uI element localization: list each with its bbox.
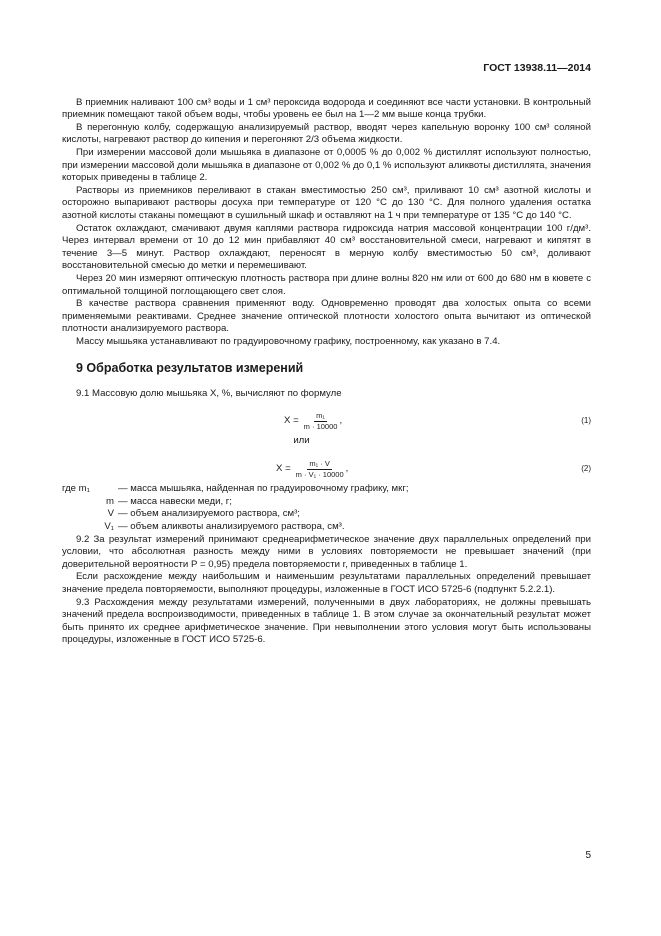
definition-text: — объем анализируемого раствора, см³; [118,508,300,520]
definition-text: — объем аликвоты анализируемого раствора, см³. [118,521,345,533]
formula-1-number: (1) [581,415,591,425]
formula-1-tail: , [339,414,343,426]
formula-2-tail: , [345,463,349,475]
formula-2-numerator: m₁ · V [309,459,330,469]
paragraph: Массу мышьяка устанавливают по градуировочному графику, построенному, как указано в 7.4. [76,335,501,347]
formula-2-lhs: X = [276,463,291,475]
page-number: 5 [585,850,591,861]
variable-definitions [62,483,591,533]
section-heading: 9 Обработка результатов измерений [76,361,304,376]
definition-row [62,483,591,496]
definition-row [62,508,591,521]
definition-symbol: V [107,508,114,520]
paragraph-9-2: 9.2 За результат измерений принимают среднеарифметическое значение двух параллельных определений при условии, что абсолютная разность между ними в условиях повторяемости не превышает значений (при доверительной вероятности Р = 0,95) предела повторяемости r, приведенных в таблице 1. [62,533,591,570]
formula-2-fraction [294,459,346,480]
definition-text: — масса мышьяка, найденная по градуировочному графику, мкг; [118,483,409,495]
or-text: или [293,434,310,446]
paragraph: Растворы из приемников переливают в стакан вместимостью 250 см³, приливают 10 см³ азотной кислоты и осторожно выпаривают растворы досуха при температуре от 120 °С до 130 °С. Для полного удаления остатка азотной кислоты стаканы помещают в сушильный шкаф и оставляют на 1 ч при температуре от 135 °С до 140 °С. [62,184,591,221]
definition-row [62,521,591,534]
paragraph-9-1: 9.1 Массовую долю мышьяка X, %, вычисляют по формуле [76,388,342,400]
paragraph: При измерении массовой доли мышьяка в диапазоне от 0,0005 % до 0,002 % дистиллят используют полностью, при измерении массовой доли мышьяка в диапазоне от 0,002 % до 0,1 % используют аликвоты дистиллята, значения которых приведены в таблице 2. [62,146,591,184]
formula-1 [62,407,591,429]
formula-2-denominator: m · V₁ · 10000 [295,470,344,480]
paragraph: В перегонную колбу, содержащую анализируемый раствор, вводят через капельную воронку 100 см³ соляной кислоты, нагревают раствор до кипения и перегоняют 2/3 объема жидкости. [62,121,591,146]
paragraph: В приемник наливают 100 см³ воды и 1 см³ пероксида водорода и соединяют все части установки. В контрольный приемник помещают такой объем воды, чтобы уровень ее был на 1—2 мм выше конца трубки. [62,96,591,121]
document-page [62,62,591,647]
formula-1-numerator: m₁ [316,410,325,420]
paragraphs-top [62,97,591,349]
document-header: ГОСТ 13938.11—2014 [483,62,591,74]
definition-symbol: где m₁ [62,483,90,495]
paragraph: Остаток охлаждают, смачивают двумя каплями раствора гидроксида натрия массовой концентрации 100 г/дм³. Через интервал времени от 10 до 12 мин прибавляют 40 см³ восстановительной смеси, нагревают и кипятят в течение 3—5 минут. Раствор охлаждают, переносят в мерную колбу вместимостью 50 см³, доливают восстановительной смесью до метки и перемешивают. [62,222,591,272]
paragraph-9-3: 9.3 Расхождения между результатами измерений, полученными в двух лабораториях, не должны превышать значений предела воспроизводимости, приведенных в таблице 1. В этом случае за окончательный результат может быть принято их среднее арифметическое значение. При невыполнении этого условия могут быть использованы процедуры, изложенные в ГОСТ ИСО 5725-6. [62,596,591,646]
formula-1-lhs: X = [284,414,299,426]
formula-1-denominator: m · 10000 [303,421,338,431]
definition-symbol: m [106,495,114,507]
definition-text: — масса навески меди, г; [118,495,232,507]
paragraphs-bottom [62,534,591,647]
definition-row [62,496,591,509]
paragraph: В качестве раствора сравнения применяют воду. Одновременно проводят два холостых опыта со всеми применяемыми реактивами. Среднее значение оптической плотности холостого опыта вычитают из оптической плотности анализируемого раствора. [62,298,591,335]
paragraph: Если расхождение между наибольшим и наименьшим результатами параллельных определений превышает значение предела повторяемости, выполняют процедуры, изложенные в ГОСТ ИСО 5725-6 (подпункт 5.2.2.1). [62,571,591,595]
paragraph: Через 20 мин измеряют оптическую плотность раствора при длине волны 820 нм или от 600 до 680 нм в кювете с оптимальной толщиной поглощающего свет слоя. [62,272,591,297]
formula-1-fraction [302,410,343,432]
definition-symbol: V₁ [104,521,114,533]
formula-2 [62,455,591,480]
formula-2-number: (2) [581,464,591,474]
